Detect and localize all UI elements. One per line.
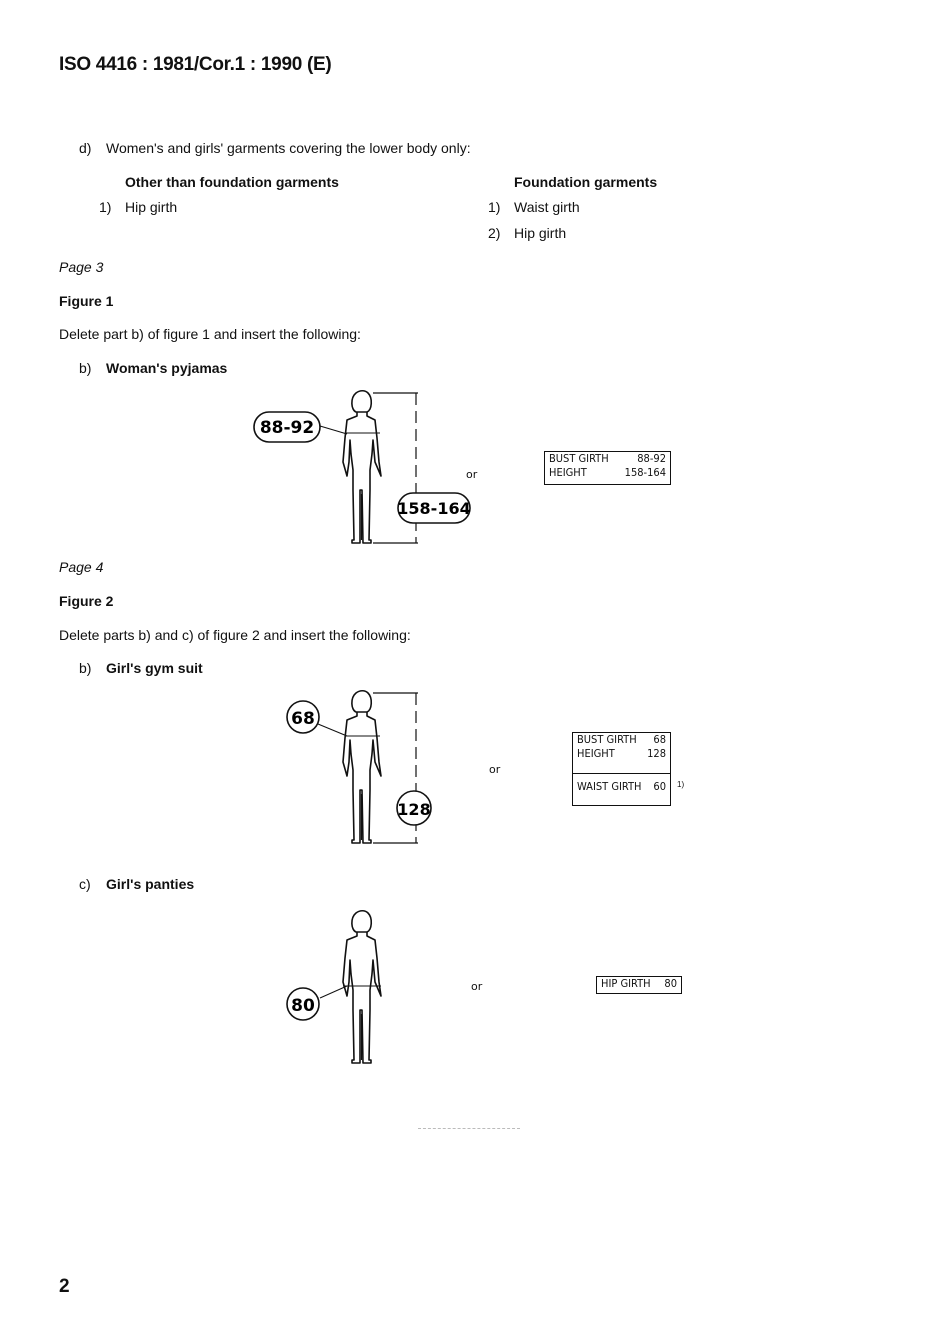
col2-item-num: 2) (488, 225, 501, 241)
or-text: or (466, 468, 478, 481)
footnote-marker: 1) (677, 780, 685, 789)
end-rule (418, 1128, 520, 1129)
label-name: HEIGHT (549, 466, 587, 479)
label-name: BUST GIRTH (549, 452, 609, 465)
col2-item-text: Hip girth (514, 225, 567, 241)
womans-pyjamas-title: Woman's pyjamas (106, 360, 228, 376)
label-name: WAIST GIRTH (577, 780, 642, 793)
womans-pyjamas-size-label (544, 451, 671, 485)
or-text: or (471, 980, 483, 993)
col2-item-text: Waist girth (514, 199, 580, 215)
col1-item-text: Hip girth (125, 199, 178, 215)
figure-1-instruction: Delete part b) of figure 1 and insert the following: (59, 326, 361, 342)
figure-2-label: Figure 2 (59, 593, 114, 609)
girls-panties-pictogram (280, 910, 420, 1070)
item-c-marker: c) (79, 876, 91, 892)
bust-bubble-text: 68 (291, 709, 315, 729)
document-header: ISO 4416 : 1981/Cor.1 : 1990 (E) (59, 54, 332, 75)
bust-bubble-text: 88-92 (259, 418, 315, 438)
girls-gym-suit-pictogram (280, 690, 450, 850)
col1-item-num: 1) (99, 199, 112, 215)
label-value: 158-164 (624, 466, 666, 479)
body-silhouette-icon (343, 691, 381, 843)
label-value: 128 (647, 747, 666, 760)
section-d-intro: Women's and girls' garments covering the lower body only: (106, 140, 471, 156)
height-bubble-text: 158-164 (397, 499, 471, 518)
height-bubble-text: 128 (397, 800, 431, 819)
col2-item-num: 1) (488, 199, 501, 215)
page-3-label: Page 3 (59, 259, 104, 275)
girls-panties-title: Girl's panties (106, 876, 195, 892)
girls-panties-size-label (596, 976, 682, 994)
label-value: 68 (653, 733, 666, 746)
label-value: 80 (664, 977, 677, 990)
label-name: HIP GIRTH (601, 977, 651, 990)
page-4-label: Page 4 (59, 559, 104, 575)
item-b-marker: b) (79, 360, 92, 376)
figure-1-label: Figure 1 (59, 293, 114, 309)
item-b-marker: b) (79, 660, 92, 676)
body-silhouette-icon (343, 911, 381, 1063)
hip-bubble-text: 80 (291, 996, 315, 1016)
label-value: 60 (653, 780, 666, 793)
girls-gym-suit-title: Girl's gym suit (106, 660, 203, 676)
section-d-marker: d) (79, 140, 92, 156)
figure-2-instruction: Delete parts b) and c) of figure 2 and insert the following: (59, 627, 411, 643)
page-number: 2 (59, 1276, 70, 1297)
womans-pyjamas-pictogram (250, 390, 480, 550)
body-silhouette-icon (343, 391, 381, 543)
or-text: or (489, 763, 501, 776)
col2-heading: Foundation garments (514, 174, 658, 190)
label-name: BUST GIRTH (577, 733, 637, 746)
label-value: 88-92 (637, 452, 666, 465)
girls-gym-suit-size-label (572, 732, 671, 806)
label-name: HEIGHT (577, 747, 615, 760)
col1-heading: Other than foundation garments (125, 174, 339, 190)
